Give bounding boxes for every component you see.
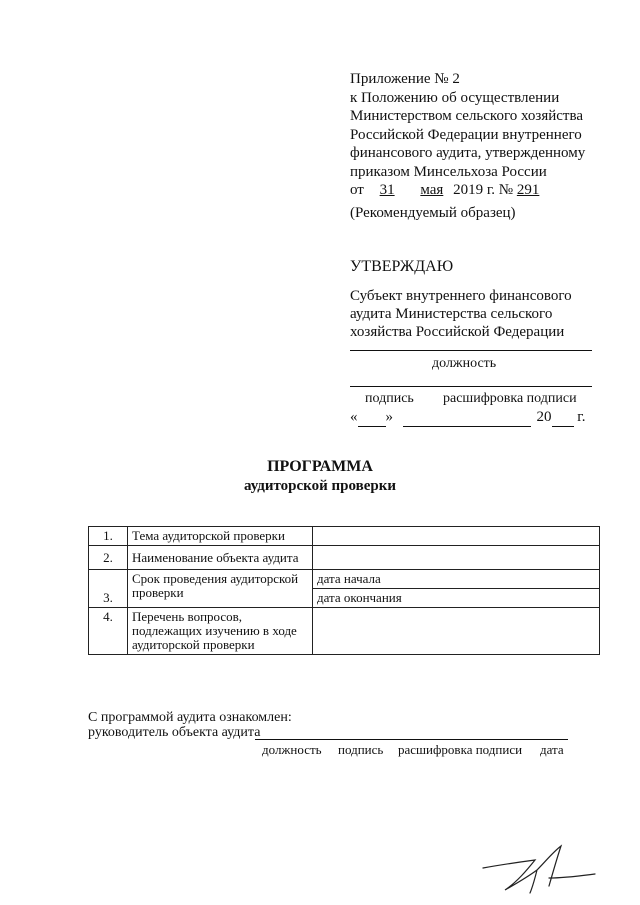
- row-label: Срок проведения аудиторской проверки: [128, 570, 313, 608]
- appendix-text-line: Министерством сельского хозяйства: [350, 108, 584, 124]
- ack-decoding-label: расшифровка подписи: [398, 742, 523, 757]
- table-row: [89, 546, 600, 570]
- signature-line: [350, 386, 592, 387]
- ack-date-label: дата: [540, 742, 564, 757]
- order-number: 291: [516, 182, 540, 198]
- row-label: Наименование объекта аудита: [128, 546, 313, 570]
- month-blank: [403, 409, 531, 427]
- row-value: [313, 546, 600, 570]
- appendix-text-line: приказом Минсельхоза России: [350, 163, 547, 180]
- row-number: 2.: [89, 546, 128, 570]
- program-title: ПРОГРАММА: [267, 458, 373, 475]
- ack-position-label: должность: [262, 742, 322, 757]
- order-reference: от 31 мая 2019 г. № 291: [350, 182, 540, 198]
- row-value: [313, 527, 600, 546]
- decoding-label: расшифровка подписи: [443, 391, 577, 406]
- table-row: [89, 570, 600, 589]
- acknowledge-text: С программой аудита ознакомлен:: [88, 710, 292, 725]
- table-row: [89, 608, 600, 655]
- appendix-number: Приложение № 2: [350, 71, 460, 87]
- acknowledge-role: руководитель объекта аудита: [88, 725, 261, 740]
- acknowledge-line: [255, 739, 568, 740]
- row-label: Тема аудиторской проверки: [128, 527, 313, 546]
- start-date-cell: дата начала: [313, 570, 600, 589]
- appendix-text-line: финансового аудита, утвержденному: [350, 145, 586, 161]
- approve-subject: Субъект внутреннего финансового аудита Министерства сельского хозяйства Российской Федерации: [350, 288, 572, 340]
- order-month: мая: [420, 182, 444, 198]
- year-blank: [552, 409, 574, 427]
- signature-label: подпись: [365, 391, 414, 406]
- approve-title: УТВЕРЖДАЮ: [350, 258, 454, 275]
- position-label: должность: [432, 356, 497, 371]
- position-line: [350, 350, 592, 351]
- order-year: 2019 г.: [453, 182, 496, 198]
- order-day: 31: [379, 182, 395, 198]
- row-number: 1.: [89, 527, 128, 546]
- sample-note: (Рекомендуемый образец): [350, 205, 516, 221]
- appendix-header: [350, 70, 585, 200]
- row-number: 4.: [89, 608, 128, 655]
- handwritten-signature: [475, 838, 605, 898]
- program-table: [88, 526, 600, 655]
- row-label: Перечень вопросов, подлежащих изучению в ходе аудиторской проверки: [128, 608, 313, 655]
- row-number: 3.: [89, 570, 128, 608]
- table-row: [89, 527, 600, 546]
- program-subtitle: аудиторской проверки: [243, 478, 397, 494]
- appendix-text-line: Российской Федерации внутреннего: [350, 126, 582, 143]
- approval-date-row: « » 20 г.: [350, 409, 586, 425]
- row-value: [313, 608, 600, 655]
- ack-signature-label: подпись: [338, 742, 384, 757]
- appendix-text-line: к Положению об осуществлении: [350, 89, 560, 106]
- day-blank: [358, 409, 386, 427]
- end-date-cell: дата окончания: [313, 589, 600, 608]
